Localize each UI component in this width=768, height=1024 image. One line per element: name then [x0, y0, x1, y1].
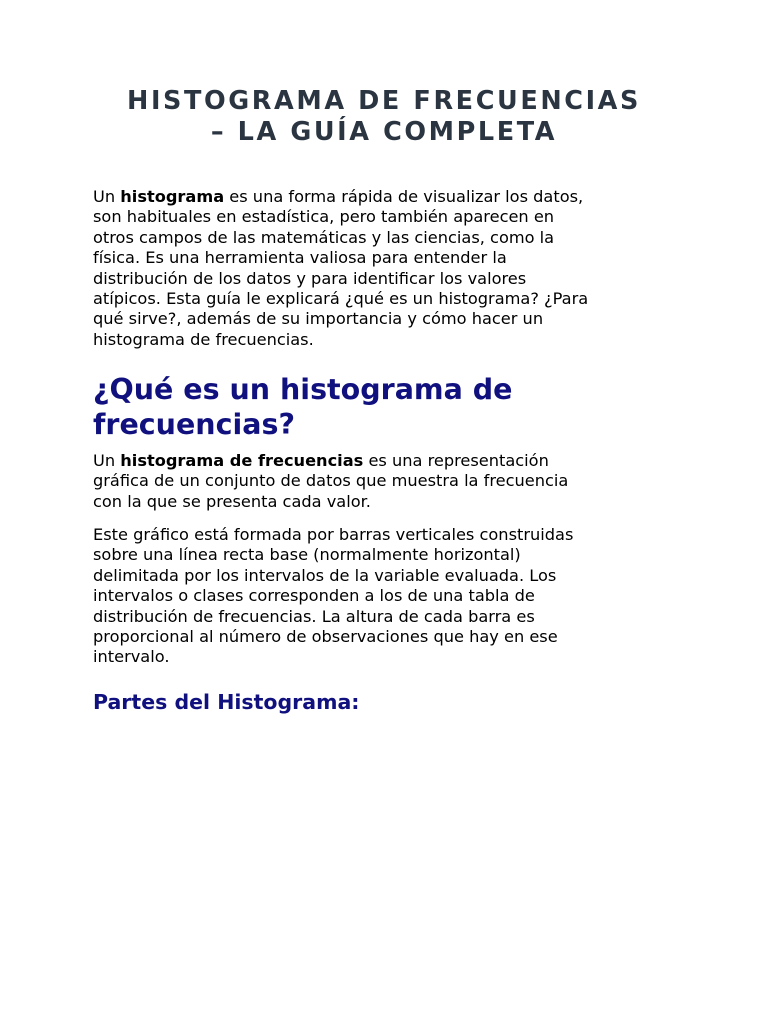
intro-line-5: distribución de los datos y para identificar los valores [93, 268, 527, 288]
intro-line-4: física. Es una herramienta valiosa para entender la [93, 248, 507, 268]
intro-line-7: qué sirve?, además de su importancia y cómo hacer un [93, 309, 544, 329]
description-line-3: delimitada por los intervalos de la variable evaluada. Los [93, 565, 557, 585]
section-heading-what-is [93, 372, 693, 442]
definition-line-1-rest: es una representación [363, 451, 549, 470]
intro-term: histograma [120, 187, 225, 206]
intro-paragraph [93, 187, 683, 350]
description-paragraph [93, 525, 683, 668]
description-line-4: intervalos o clases corresponden a los de una tabla de [93, 586, 535, 606]
intro-line-1-rest: es una forma rápida de visualizar los datos, [224, 187, 584, 206]
description-line-6: proporcional al número de observaciones que hay en ese [93, 627, 558, 647]
section-heading-line-1: ¿Qué es un histograma de [93, 373, 513, 406]
description-line-7: intervalo. [93, 647, 170, 667]
document-title [60, 86, 708, 148]
intro-line-2: son habituales en estadística, pero también aparecen en [93, 207, 555, 227]
definition-lead: Un [93, 451, 121, 470]
section-heading-parts: Partes del Histograma: [93, 690, 360, 714]
definition-line-1 [93, 451, 683, 471]
intro-line-8: histograma de frecuencias. [93, 329, 314, 349]
description-line-1: Este gráfico está formada por barras verticales construidas [93, 525, 574, 544]
intro-line-6: atípicos. Esta guía le explicará ¿qué es un histograma? ¿Para [93, 289, 589, 309]
intro-line-1 [93, 187, 683, 207]
description-line-5: distribución de frecuencias. La altura de cada barra es [93, 606, 535, 626]
definition-term: histograma de frecuencias [120, 451, 364, 470]
definition-line-3: con la que se presenta cada valor. [93, 491, 371, 511]
intro-lead: Un [93, 187, 121, 206]
intro-line-3: otros campos de las matemáticas y las ciencias, como la [93, 227, 555, 247]
definition-paragraph [93, 451, 683, 512]
document-title-line-2: – LA GUÍA COMPLETA [210, 117, 558, 147]
definition-line-2: gráfica de un conjunto de datos que muestra la frecuencia [93, 471, 569, 491]
description-line-2: sobre una línea recta base (normalmente horizontal) [93, 545, 521, 565]
section-heading-line-2: frecuencias? [93, 408, 295, 441]
document-title-line-1: HISTOGRAMA DE FRECUENCIAS [127, 86, 641, 116]
